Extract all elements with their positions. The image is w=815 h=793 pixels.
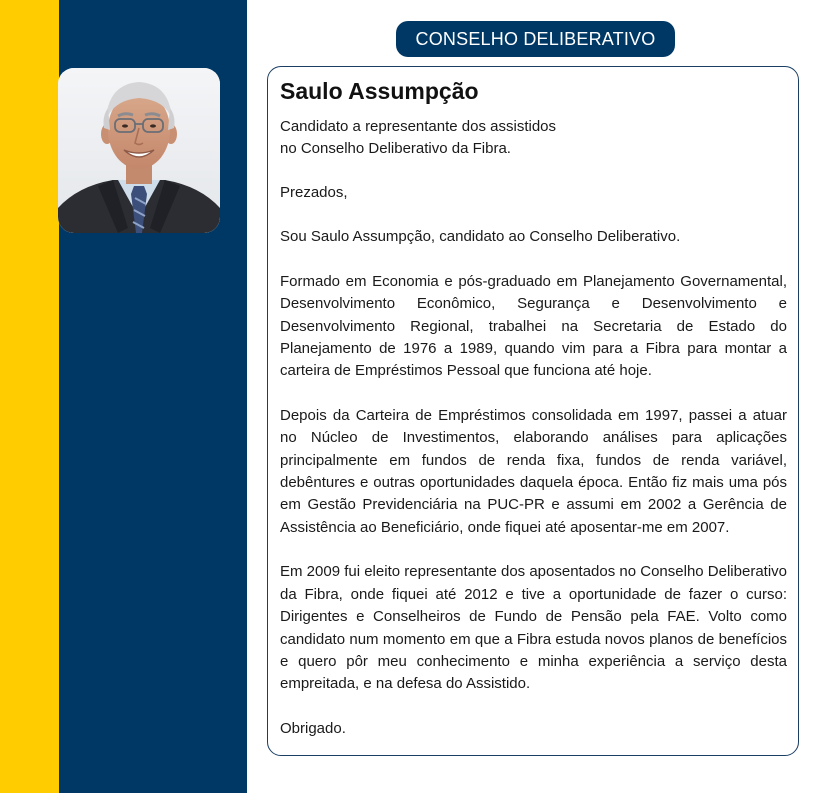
- section-badge: CONSELHO DELIBERATIVO: [396, 21, 675, 57]
- letter-paragraph-council: Em 2009 fui eleito representante dos aposentados no Conselho Deliberativo da Fibra, onde fiquei até 2012 e tive a oportunidade de fazer o curso: Dirigentes e Conselheiros de Fundo de Pensão pela FAE. Volto como candidato num momento em que a Fibra estuda novos planos de benefícios e quero pôr meu conhecimento e minha experiência a serviço desta empreitada, e na defesa do Assistido.: [280, 563, 787, 693]
- candidate-subtitle: [280, 116, 787, 160]
- portrait-illustration: [58, 68, 220, 233]
- letter-paragraph-education: Formado em Economia e pós-graduado em Planejamento Governamental, Desenvolvimento Econômico, Segurança e Desenvolvimento e Desenvolvimento Regional, trabalhei na Secretaria de Estado do Planejamento de 1976 a 1989, quando vim para a Fibra para montar a carteira de Empréstimos Pessoal que funciona até hoje.: [280, 272, 787, 380]
- letter-intro: Sou Saulo Assumpção, candidato ao Conselho Deliberativo.: [280, 228, 681, 246]
- candidate-subtitle-line1: Candidato a representante dos assistidos: [280, 118, 557, 135]
- candidate-letter-card: [267, 66, 799, 756]
- letter-closing: Obrigado.: [280, 719, 346, 737]
- yellow-side-stripe: [0, 0, 59, 793]
- letter-greeting: Prezados,: [280, 184, 348, 201]
- letter-paragraph-career: Depois da Carteira de Empréstimos consolidada em 1997, passei a atuar no Núcleo de Investimentos, elaborando análises para aplicações principalmente em fundos de renda fixa, fundos de renda variável, debêntures e outras oportunidades daquela época. Então fiz mais uma pós em Gestão Previdenciária na PUC-PR e assumi em 2002 a Gerência de Assistência ao Beneficiário, onde fiquei até aposentar-me em 2007.: [280, 406, 787, 536]
- candidate-subtitle-line2: no Conselho Deliberativo da Fibra.: [280, 140, 511, 157]
- candidate-photo: [58, 68, 220, 233]
- candidate-name: Saulo Assumpção: [280, 78, 479, 104]
